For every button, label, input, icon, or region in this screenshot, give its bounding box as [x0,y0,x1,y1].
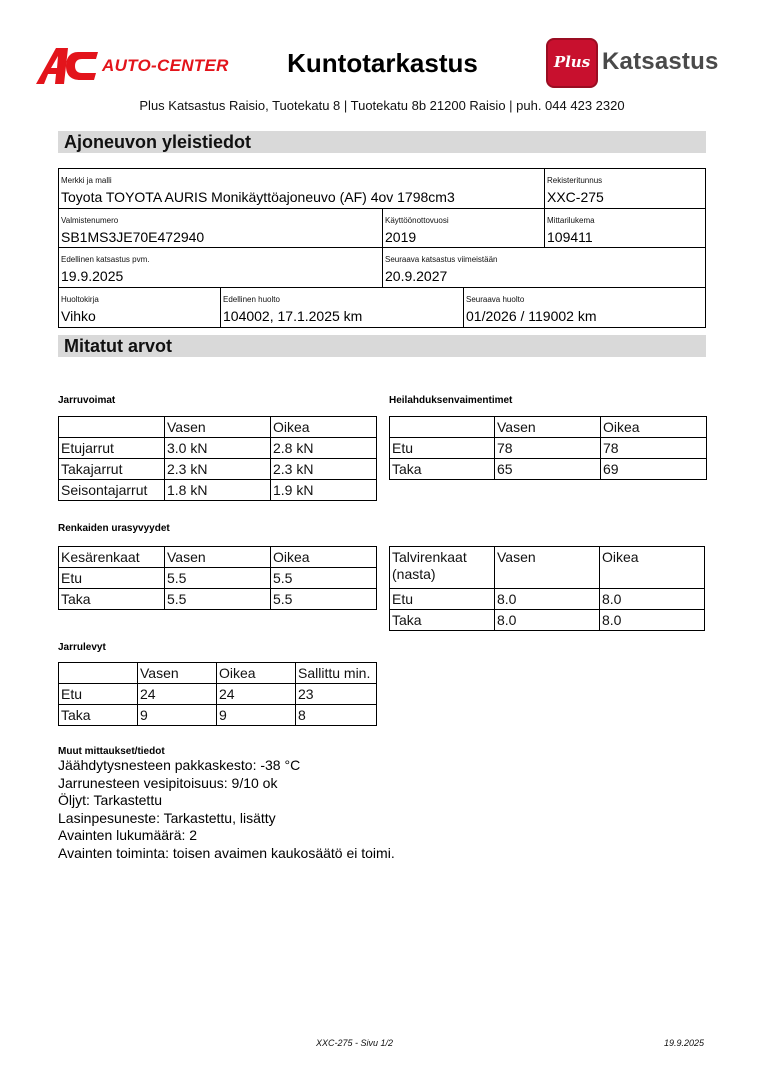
table-cell: 23 [296,684,377,705]
table-header-cell [59,663,138,684]
make-model-value: Toyota TOYOTA AURIS Monikäyttöajoneuvo (AF) 4ov 1798cm3 [61,189,455,205]
previous-service-label: Edellinen huolto [223,295,280,304]
table-row [59,568,377,589]
table-cell: Takajarrut [59,459,165,480]
table-header-cell: Kesärenkaat [59,547,165,568]
table-cell: Taka [59,589,165,610]
service-book-value: Vihko [61,308,96,324]
table-cell: 2.3 kN [271,459,377,480]
table-row [390,459,707,480]
table-cell: 9 [217,705,296,726]
table-cell: 24 [138,684,217,705]
list-item: Lasinpesuneste: Tarkastettu, lisätty [58,809,276,826]
first-use-cell [383,209,545,248]
shock-absorbers-title: Heilahduksenvaimentimet [389,395,513,406]
registration-value: XXC-275 [547,189,604,205]
next-inspection-label: Seuraava katsastus viimeistään [385,255,498,264]
table-header-cell: Vasen [495,547,600,589]
vehicle-info-grid [58,168,706,328]
table-header-cell: Sallittu min. [296,663,377,684]
table-cell: Etu [59,684,138,705]
table-cell: 2.3 kN [165,459,271,480]
list-item: Jarrunesteen vesipitoisuus: 9/10 ok [58,774,278,791]
previous-inspection-value: 19.9.2025 [61,268,124,284]
table-row [59,589,377,610]
table-cell: 65 [495,459,601,480]
table-cell: 5.5 [271,589,377,610]
table-header-row [59,547,377,568]
odometer-value: 109411 [547,229,593,245]
table-cell: 1.9 kN [271,480,377,501]
table-header-cell: Oikea [271,417,377,438]
auto-center-wordmark: AUTO-CENTER [102,56,229,75]
odometer-cell [545,209,705,248]
table-cell: 8 [296,705,377,726]
previous-service-cell [221,288,464,327]
table-row [390,610,705,631]
list-item: Öljyt: Tarkastettu [58,792,163,809]
table-row [59,438,377,459]
table-row [59,459,377,480]
section-heading-general: Ajoneuvon yleistiedot [58,131,706,153]
table-header-cell: Oikea [217,663,296,684]
table-header-cell: Talvirenkaat (nasta) [390,547,495,589]
plus-katsastus-wordmark: Katsastus [602,48,719,75]
table-header-cell: Oikea [271,547,377,568]
table-cell: Etujarrut [59,438,165,459]
table-cell: Taka [59,705,138,726]
table-cell: 5.5 [271,568,377,589]
table-header-cell [59,417,165,438]
table-row [390,589,705,610]
footer-date: 19.9.2025 [664,1038,705,1048]
table-cell: Seisontajarrut [59,480,165,501]
table-header-cell: Vasen [138,663,217,684]
registration-cell [545,169,705,209]
plus-badge-icon [546,38,598,88]
table-header-row [390,417,707,438]
previous-inspection-cell [59,248,383,288]
table-header-row [390,547,705,589]
brake-discs-table [58,662,377,726]
table-cell: 3.0 kN [165,438,271,459]
table-cell: Etu [390,438,495,459]
vin-cell [59,209,383,248]
table-cell: 8.0 [600,589,705,610]
document-title: Kuntotarkastus [287,48,478,78]
previous-service-value: 104002, 17.1.2025 km [223,308,363,324]
table-header-row [59,663,377,684]
shock-absorbers-table [389,416,707,480]
plus-badge-text: Plus [553,53,591,71]
service-book-cell [59,288,221,327]
table-cell: 69 [601,459,707,480]
table-cell: Taka [390,610,495,631]
section-heading-measured: Mitatut arvot [58,335,706,357]
table-row [59,480,377,501]
table-row [59,684,377,705]
first-use-label: Käyttöönottovuosi [385,216,449,225]
table-header-row [59,417,377,438]
vin-label: Valmistenumero [61,216,119,225]
registration-label: Rekisteritunnus [547,176,603,185]
table-header-cell: Oikea [601,417,707,438]
table-header-cell: Oikea [600,547,705,589]
brake-discs-title: Jarrulevyt [58,642,106,653]
table-cell: 5.5 [165,568,271,589]
list-item: Jäähdytysnesteen pakkaskesto: -38 °C [58,757,301,773]
first-use-value: 2019 [385,229,417,245]
winter-tyres-table [389,546,705,631]
make-model-label: Merkki ja malli [61,176,112,185]
plus-katsastus-logo [546,38,730,90]
table-cell: 8.0 [495,610,600,631]
table-header-cell: Vasen [165,417,271,438]
table-cell: 8.0 [495,589,600,610]
brake-forces-title: Jarruvoimat [58,395,116,406]
next-inspection-cell [383,248,705,288]
next-inspection-value: 20.9.2027 [385,268,448,284]
service-book-label: Huoltokirja [61,295,99,304]
other-measurements [58,746,558,863]
next-service-cell [464,288,705,327]
table-cell: 8.0 [600,610,705,631]
summer-tyres-table [58,546,377,610]
table-cell: 9 [138,705,217,726]
previous-inspection-label: Edellinen katsastus pvm. [61,255,150,264]
vin-value: SB1MS3JE70E472940 [61,229,205,245]
odometer-label: Mittarilukema [547,216,595,225]
next-service-label: Seuraava huolto [466,295,525,304]
auto-center-logo [34,44,229,88]
table-cell: 78 [601,438,707,459]
table-cell: 2.8 kN [271,438,377,459]
tread-depths-title: Renkaiden urasyvyydet [58,523,170,534]
brake-forces-table [58,416,377,501]
list-item: Avainten lukumäärä: 2 [58,827,198,844]
table-cell: 1.8 kN [165,480,271,501]
footer-page-number: XXC-275 - Sivu 1/2 [316,1038,394,1048]
table-cell: 5.5 [165,589,271,610]
table-cell: 78 [495,438,601,459]
station-address: Plus Katsastus Raisio, Tuotekatu 8 | Tuotekatu 8b 21200 Raisio | puh. 044 423 2320 [139,98,625,113]
table-header-cell [390,417,495,438]
table-row [59,705,377,726]
table-header-cell: Vasen [165,547,271,568]
table-cell: Taka [390,459,495,480]
ac-logo-mark-icon [34,44,100,84]
table-row [390,438,707,459]
table-cell: Etu [390,589,495,610]
other-measurements-title: Muut mittaukset/tiedot [58,746,165,757]
list-item: Avainten toiminta: toisen avaimen kaukosäätö ei toimi. [58,844,395,861]
next-service-value: 01/2026 / 119002 km [466,308,597,324]
make-model-cell [59,169,545,209]
table-cell: Etu [59,568,165,589]
table-cell: 24 [217,684,296,705]
table-header-cell: Vasen [495,417,601,438]
